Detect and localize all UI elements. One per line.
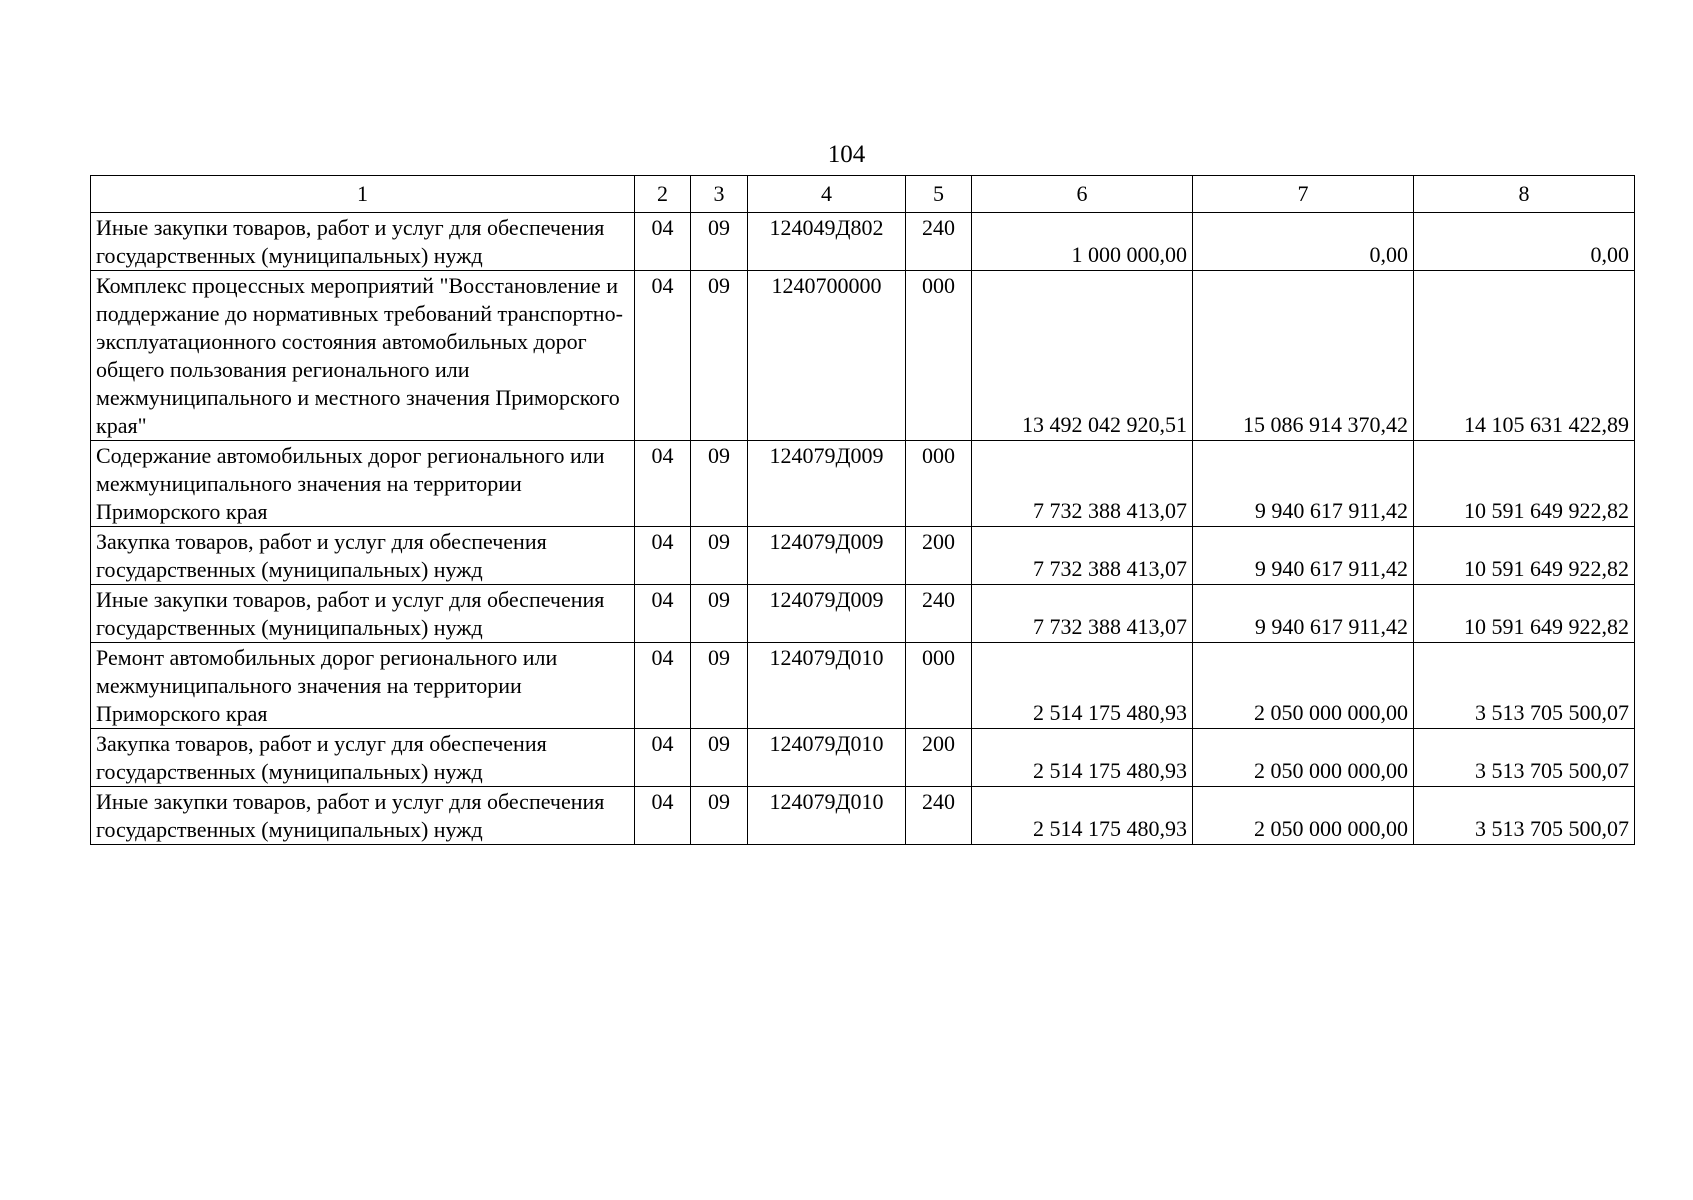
row-target: 124079Д010	[748, 643, 906, 729]
row-amount-8: 14 105 631 422,89	[1414, 271, 1635, 441]
row-target: 1240700000	[748, 271, 906, 441]
row-target: 124079Д009	[748, 527, 906, 585]
table-row	[91, 271, 1635, 441]
row-section: 04	[635, 527, 691, 585]
row-subsection: 09	[691, 787, 748, 845]
row-amount-7: 2 050 000 000,00	[1193, 787, 1414, 845]
row-target: 124079Д010	[748, 729, 906, 787]
row-amount-7: 9 940 617 911,42	[1193, 585, 1414, 643]
header-col-4: 4	[748, 176, 906, 213]
row-subsection: 09	[691, 271, 748, 441]
row-name: Иные закупки товаров, работ и услуг для обеспечения государственных (муниципальных) нужд	[91, 787, 635, 845]
page-number: 104	[827, 141, 866, 168]
row-name: Закупка товаров, работ и услуг для обеспечения государственных (муниципальных) нужд	[91, 729, 635, 787]
row-amount-6: 7 732 388 413,07	[972, 441, 1193, 527]
table-row	[91, 213, 1635, 271]
row-subsection: 09	[691, 213, 748, 271]
row-subsection: 09	[691, 441, 748, 527]
row-name: Иные закупки товаров, работ и услуг для обеспечения государственных (муниципальных) нужд	[91, 585, 635, 643]
row-amount-6: 7 732 388 413,07	[972, 527, 1193, 585]
row-type: 240	[906, 787, 972, 845]
row-amount-8: 3 513 705 500,07	[1414, 787, 1635, 845]
row-amount-7: 9 940 617 911,42	[1193, 527, 1414, 585]
row-amount-8: 10 591 649 922,82	[1414, 585, 1635, 643]
table-row	[91, 787, 1635, 845]
header-col-1: 1	[91, 176, 635, 213]
budget-table	[90, 175, 1635, 845]
row-target: 124049Д802	[748, 213, 906, 271]
table-row	[91, 441, 1635, 527]
row-type: 200	[906, 729, 972, 787]
row-name: Ремонт автомобильных дорог регионального или межмуниципального значения на территории Приморского края	[91, 643, 635, 729]
row-section: 04	[635, 441, 691, 527]
row-name: Иные закупки товаров, работ и услуг для обеспечения государственных (муниципальных) нужд	[91, 213, 635, 271]
row-section: 04	[635, 787, 691, 845]
header-col-7: 7	[1193, 176, 1414, 213]
row-type: 000	[906, 271, 972, 441]
header-col-8: 8	[1414, 176, 1635, 213]
header-col-6: 6	[972, 176, 1193, 213]
row-amount-7: 0,00	[1193, 213, 1414, 271]
row-type: 000	[906, 441, 972, 527]
row-target: 124079Д010	[748, 787, 906, 845]
row-type: 240	[906, 585, 972, 643]
row-name: Содержание автомобильных дорог регионального или межмуниципального значения на территории Приморского края	[91, 441, 635, 527]
row-section: 04	[635, 213, 691, 271]
row-type: 200	[906, 527, 972, 585]
row-amount-6: 2 514 175 480,93	[972, 787, 1193, 845]
row-target: 124079Д009	[748, 441, 906, 527]
row-subsection: 09	[691, 527, 748, 585]
table-row	[91, 527, 1635, 585]
row-section: 04	[635, 271, 691, 441]
row-amount-6: 2 514 175 480,93	[972, 729, 1193, 787]
row-target: 124079Д009	[748, 585, 906, 643]
header-col-3: 3	[691, 176, 748, 213]
row-amount-7: 2 050 000 000,00	[1193, 643, 1414, 729]
row-section: 04	[635, 643, 691, 729]
table-row	[91, 643, 1635, 729]
row-section: 04	[635, 585, 691, 643]
row-name: Комплекс процессных мероприятий "Восстановление и поддержание до нормативных требований транспортно-эксплуатационного состояния автомобильных дорог общего пользования регионального или межмуниципального и местного значения Приморского края"	[91, 271, 635, 441]
row-amount-8: 0,00	[1414, 213, 1635, 271]
row-amount-7: 2 050 000 000,00	[1193, 729, 1414, 787]
row-amount-7: 15 086 914 370,42	[1193, 271, 1414, 441]
header-col-2: 2	[635, 176, 691, 213]
row-name: Закупка товаров, работ и услуг для обеспечения государственных (муниципальных) нужд	[91, 527, 635, 585]
row-amount-8: 10 591 649 922,82	[1414, 441, 1635, 527]
row-amount-6: 13 492 042 920,51	[972, 271, 1193, 441]
row-amount-6: 2 514 175 480,93	[972, 643, 1193, 729]
row-amount-8: 3 513 705 500,07	[1414, 643, 1635, 729]
table-row	[91, 585, 1635, 643]
row-amount-6: 1 000 000,00	[972, 213, 1193, 271]
row-subsection: 09	[691, 643, 748, 729]
row-amount-6: 7 732 388 413,07	[972, 585, 1193, 643]
row-type: 240	[906, 213, 972, 271]
header-col-5: 5	[906, 176, 972, 213]
header-row	[91, 176, 1635, 213]
table-row	[91, 729, 1635, 787]
row-subsection: 09	[691, 729, 748, 787]
row-subsection: 09	[691, 585, 748, 643]
row-amount-8: 3 513 705 500,07	[1414, 729, 1635, 787]
row-amount-7: 9 940 617 911,42	[1193, 441, 1414, 527]
row-amount-8: 10 591 649 922,82	[1414, 527, 1635, 585]
row-type: 000	[906, 643, 972, 729]
row-section: 04	[635, 729, 691, 787]
